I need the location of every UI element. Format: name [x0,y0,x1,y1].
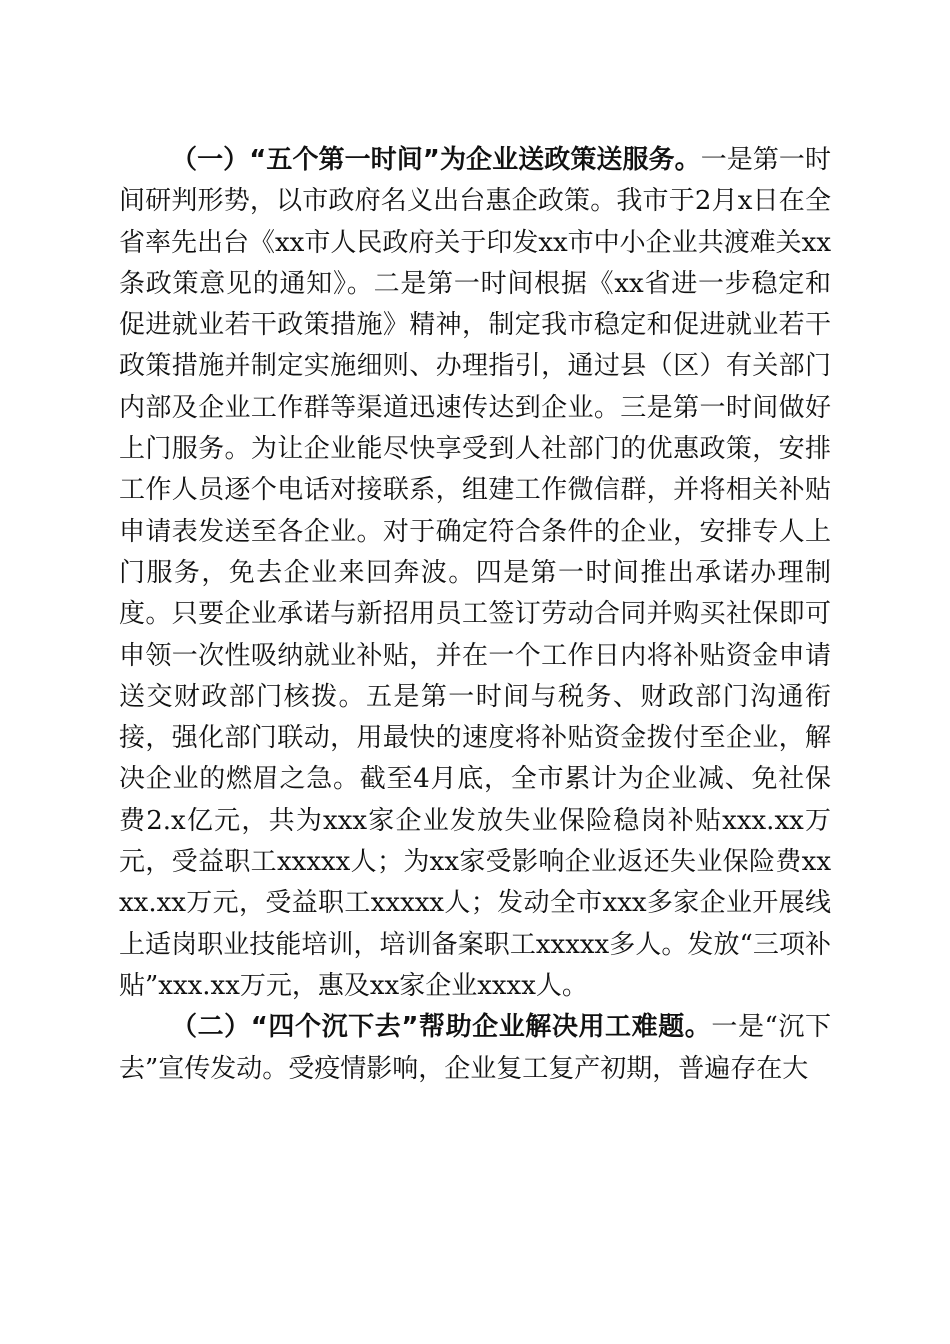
paragraph-1-body: 一是第一时间研判形势，以市政府名义出台惠企政策。我市于2月x日在全省率先出台《xx市人民政府关于印发xx市中小企业共渡难关xx条政策意见的通知》。二是第一时间根据《xx省进一步稳定和促进就业若干政策措施》精神，制定我市稳定和促进就业若干政策措施并制定实施细则、办理指引，通过县（区）有关部门内部及企业工作群等渠道迅速传达到企业。三是第一时间做好上门服务。为让企业能尽快享受到人社部门的优惠政策，安排工作人员逐个电话对接联系，组建工作微信群，并将相关补贴申请表发送至各企业。对于确定符合条件的企业，安排专人上门服务，免去企业来回奔波。四是第一时间推出承诺办理制度。只要企业承诺与新招用员工签订劳动合同并购买社保即可申领一次性吸纳就业补贴，并在一个工作日内将补贴资金申请送交财政部门核拨。五是第一时间与税务、财政部门沟通衔接，强化部门联动，用最快的速度将补贴资金拨付至企业，解决企业的燃眉之急。截至4月底，全市累计为企业减、免社保费2.x亿元，共为xxx家企业发放失业保险稳岗补贴xxx.xx万元，受益职工xxxxx人；为xx家受影响企业返还失业保险费xxxx.xx万元，受益职工xxxxx人；发动全市xxx多家企业开展线上适岗职业技能培训，培训备案职工xxxxx多人。发放“三项补贴”xxx.xx万元，惠及xx家企业xxxx人。 [119,145,831,1001]
paragraph-2-body: 一是“沉下去”宣传发动。受疫情影响，企业复工复产初期，普遍存在大 [119,1012,831,1084]
paragraph-1 [119,140,831,1007]
paragraph-1-heading: （一）“五个第一时间”为企业送政策送服务。 [171,145,701,175]
paragraph-2 [119,1007,831,1090]
paragraph-2-heading: （二）“四个沉下去”帮助企业解决用工难题。 [171,1012,712,1043]
document-body [119,140,831,1090]
